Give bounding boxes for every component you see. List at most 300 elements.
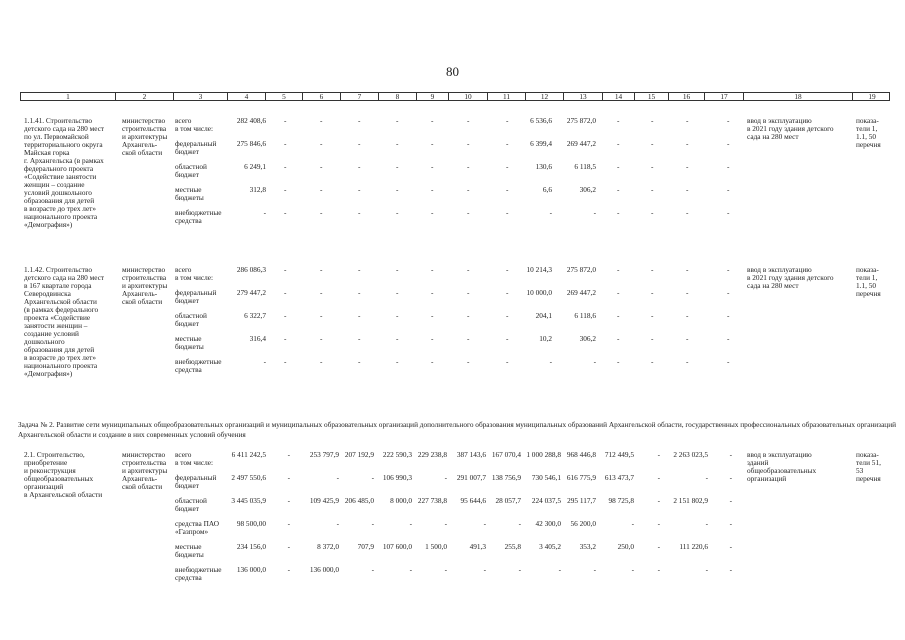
value-col-4: 3 445 035,9 <box>231 496 266 505</box>
dash-cell: - <box>431 357 434 366</box>
funding-source-line: местные <box>175 334 202 343</box>
dash-cell: - <box>727 185 730 194</box>
value-col-12: - <box>558 565 561 574</box>
value-col-12: 204,1 <box>535 311 552 320</box>
dash-cell: - <box>651 265 654 274</box>
funding-source-line: в том числе: <box>175 124 214 133</box>
value-col-13: - <box>593 565 596 574</box>
value-col-16: 111 220,6 <box>679 542 708 551</box>
funding-source-line: средства <box>175 365 202 374</box>
value-col-12: - <box>549 357 552 366</box>
value-col-9: - <box>444 565 447 574</box>
header-cell-8: 8 <box>379 93 417 100</box>
dash-cell: - <box>727 357 730 366</box>
dash-cell: - <box>396 265 399 274</box>
value-col-8: 8 000,0 <box>390 496 412 505</box>
header-cell-2: 2 <box>116 93 174 100</box>
value-col-8: 107 600,0 <box>382 542 412 551</box>
dash-cell: - <box>506 139 509 148</box>
value-col-13: 306,2 <box>579 334 596 343</box>
header-cell-13: 13 <box>564 93 603 100</box>
value-col-14: - <box>631 519 634 528</box>
executor-line: министерство <box>122 265 166 274</box>
dash-cell: - <box>431 139 434 148</box>
funding-source-line: средства <box>175 216 202 225</box>
funding-source-line: федеральный <box>175 473 217 482</box>
value-col-5: - <box>287 542 290 551</box>
funding-source-line: всего <box>175 116 192 125</box>
dash-cell: - <box>506 265 509 274</box>
dash-cell: - <box>358 185 361 194</box>
dash-cell: - <box>727 265 730 274</box>
value-col-9: - <box>444 519 447 528</box>
value-col-9: - <box>444 473 447 482</box>
dash-cell: - <box>467 116 470 125</box>
page-number: 80 <box>446 64 459 79</box>
dash-cell: - <box>651 334 654 343</box>
dash-cell: - <box>431 334 434 343</box>
value-col-13: - <box>593 357 596 366</box>
value-col-14: 98 725,8 <box>608 496 634 505</box>
value-col-14: 712 449,5 <box>604 450 634 459</box>
funding-source-line: бюджет <box>175 481 199 490</box>
funding-source-line: средства ПАО <box>175 519 220 528</box>
dash-cell: - <box>467 185 470 194</box>
value-col-17: - <box>729 496 732 505</box>
value-col-7: 207 192,9 <box>344 450 374 459</box>
dash-cell: - <box>506 208 509 217</box>
dash-cell: - <box>396 334 399 343</box>
value-col-14: 613 473,7 <box>604 473 634 482</box>
dash-cell: - <box>284 162 287 171</box>
value-col-6: 109 425,9 <box>309 496 339 505</box>
value-col-15: - <box>657 450 660 459</box>
dash-cell: - <box>686 185 689 194</box>
value-col-13: 56 200,0 <box>570 519 596 528</box>
task-name-line: национального проекта <box>24 361 98 370</box>
dash-cell: - <box>320 311 323 320</box>
dash-cell: - <box>651 139 654 148</box>
dash-cell: - <box>467 288 470 297</box>
value-col-14: - <box>631 565 634 574</box>
funding-source-line: в том числе: <box>175 273 214 282</box>
value-col-6: - <box>336 473 339 482</box>
dash-cell: - <box>506 162 509 171</box>
task-name-line: по ул. Первомайской <box>24 132 89 141</box>
indicator-line: тели 51, <box>856 458 881 467</box>
dash-cell: - <box>651 357 654 366</box>
dash-cell: - <box>617 311 620 320</box>
funding-source-line: бюджет <box>175 504 199 513</box>
task-name-line: территориального округа <box>24 140 103 149</box>
dash-cell: - <box>727 162 730 171</box>
executor-line: Архангель- <box>122 474 158 483</box>
dash-cell: - <box>284 288 287 297</box>
value-col-5: - <box>287 565 290 574</box>
dash-cell: - <box>284 139 287 148</box>
value-col-10: 95 644,6 <box>460 496 486 505</box>
expected-result-line: зданий <box>747 458 769 467</box>
dash-cell: - <box>651 185 654 194</box>
indicator-line: тели 1, <box>856 124 878 133</box>
value-col-4: 136 000,0 <box>236 565 266 574</box>
task-name-line: Северодвинска <box>24 289 71 298</box>
value-col-13: 6 118,6 <box>574 311 596 320</box>
dash-cell: - <box>686 311 689 320</box>
funding-source-line: областной <box>175 162 207 171</box>
dash-cell: - <box>727 334 730 343</box>
task-name-line: «Демография») <box>24 220 73 229</box>
value-col-7: - <box>371 473 374 482</box>
dash-cell: - <box>617 162 620 171</box>
funding-source-line: местные <box>175 542 202 551</box>
value-col-12: 42 300,0 <box>535 519 561 528</box>
dash-cell: - <box>358 288 361 297</box>
task-name-line: в 167 квартале города <box>24 281 92 290</box>
indicator-line: тели 1, <box>856 273 878 282</box>
value-col-5: - <box>287 519 290 528</box>
value-col-13: 269 447,2 <box>566 288 596 297</box>
value-col-16: - <box>705 565 708 574</box>
task-name-line: организаций <box>24 482 64 491</box>
task-name-line: национального проекта <box>24 212 98 221</box>
dash-cell: - <box>358 357 361 366</box>
value-col-13: 306,2 <box>579 185 596 194</box>
expected-result-line: ввод в эксплуатацию <box>747 450 812 459</box>
header-cell-5: 5 <box>266 93 303 100</box>
value-col-12: 6,6 <box>542 185 552 194</box>
dash-cell: - <box>320 334 323 343</box>
indicator-line: показа- <box>856 450 879 459</box>
value-col-13: 968 446,8 <box>566 450 596 459</box>
task-name-line: приобретение <box>24 458 68 467</box>
task-name-line: детского сада на 280 мест <box>24 124 105 133</box>
dash-cell: - <box>506 288 509 297</box>
task-name-line: «Демография») <box>24 369 73 378</box>
indicator-line: показа- <box>856 116 879 125</box>
dash-cell: - <box>320 139 323 148</box>
dash-cell: - <box>686 139 689 148</box>
dash-cell: - <box>506 185 509 194</box>
value-col-4: 279 447,2 <box>236 288 266 297</box>
dash-cell: - <box>284 185 287 194</box>
dash-cell: - <box>467 265 470 274</box>
value-col-6: - <box>336 519 339 528</box>
task-name-line: в возрасте до трех лет» <box>24 204 97 213</box>
header-cell-6: 6 <box>303 93 341 100</box>
value-col-13: - <box>593 208 596 217</box>
value-col-4: 98 500,00 <box>236 519 266 528</box>
value-col-12: 130,6 <box>535 162 552 171</box>
value-col-17: - <box>729 473 732 482</box>
value-col-17: - <box>729 450 732 459</box>
dash-cell: - <box>686 288 689 297</box>
executor-line: министерство <box>122 450 166 459</box>
value-col-12: 6 536,6 <box>530 116 552 125</box>
executor-line: ской области <box>122 148 163 157</box>
value-col-4: - <box>263 208 266 217</box>
value-col-4: 6 322,7 <box>244 311 266 320</box>
dash-cell: - <box>467 162 470 171</box>
executor-line: и архитектуры <box>122 132 168 141</box>
value-col-13: 269 447,2 <box>566 139 596 148</box>
dash-cell: - <box>320 116 323 125</box>
value-col-13: 616 775,9 <box>566 473 596 482</box>
dash-cell: - <box>284 208 287 217</box>
expected-result-line: организаций <box>747 474 787 483</box>
value-col-8: 222 590,3 <box>382 450 412 459</box>
executor-line: строительства <box>122 273 167 282</box>
header-cell-1: 1 <box>21 93 116 100</box>
value-col-13: 295 117,7 <box>567 496 596 505</box>
dash-cell: - <box>320 208 323 217</box>
dash-cell: - <box>617 208 620 217</box>
funding-source-line: областной <box>175 496 207 505</box>
task-name-line: образования для детей <box>24 196 95 205</box>
dash-cell: - <box>396 162 399 171</box>
header-cell-16: 16 <box>669 93 705 100</box>
value-col-4: 6 411 242,5 <box>231 450 266 459</box>
value-col-4: 316,4 <box>249 334 266 343</box>
value-col-7: - <box>371 565 374 574</box>
value-col-4: 2 497 550,6 <box>231 473 266 482</box>
dash-cell: - <box>431 311 434 320</box>
value-col-6: 136 000,0 <box>309 565 339 574</box>
dash-cell: - <box>320 265 323 274</box>
value-col-10: - <box>483 565 486 574</box>
task-name-line: Майская горка <box>24 148 70 157</box>
task-name-line: образования для детей <box>24 345 95 354</box>
dash-cell: - <box>617 357 620 366</box>
value-col-10: 291 007,7 <box>456 473 486 482</box>
task-name-line: 1.1.42. Строительство <box>24 265 93 274</box>
executor-line: министерство <box>122 116 166 125</box>
value-col-11: 138 756,9 <box>491 473 521 482</box>
header-cell-18: 18 <box>744 93 853 100</box>
value-col-4: - <box>263 357 266 366</box>
funding-source-line: федеральный <box>175 139 217 148</box>
dash-cell: - <box>617 139 620 148</box>
header-cell-12: 12 <box>526 93 564 100</box>
value-col-14: 250,0 <box>617 542 634 551</box>
value-col-12: 10 000,0 <box>526 288 552 297</box>
header-cell-17: 17 <box>705 93 744 100</box>
value-col-17: - <box>729 565 732 574</box>
task-name-line: 1.1.41. Строительство <box>24 116 93 125</box>
dash-cell: - <box>651 208 654 217</box>
value-col-9: 229 238,8 <box>417 450 447 459</box>
dash-cell: - <box>467 208 470 217</box>
value-col-7: 707,9 <box>357 542 374 551</box>
executor-line: и архитектуры <box>122 466 168 475</box>
value-col-16: - <box>705 473 708 482</box>
value-col-11: 255,8 <box>504 542 521 551</box>
dash-cell: - <box>686 162 689 171</box>
column-header-row <box>20 92 890 101</box>
dash-cell: - <box>686 357 689 366</box>
dash-cell: - <box>358 116 361 125</box>
indicator-line: 53 <box>856 466 864 475</box>
header-cell-14: 14 <box>603 93 635 100</box>
dash-cell: - <box>651 288 654 297</box>
dash-cell: - <box>651 162 654 171</box>
dash-cell: - <box>396 357 399 366</box>
dash-cell: - <box>506 334 509 343</box>
value-col-13: 6 118,5 <box>574 162 596 171</box>
dash-cell: - <box>686 208 689 217</box>
dash-cell: - <box>686 334 689 343</box>
expected-result-line: в 2021 году здания детского <box>747 124 834 133</box>
dash-cell: - <box>727 311 730 320</box>
task-name-line: «Содействие занятости <box>24 172 97 181</box>
funding-source-line: местные <box>175 185 202 194</box>
value-col-15: - <box>657 473 660 482</box>
funding-source-line: внебюджетные <box>175 208 222 217</box>
value-col-4: 234 156,0 <box>236 542 266 551</box>
value-col-5: - <box>287 473 290 482</box>
dash-cell: - <box>431 208 434 217</box>
dash-cell: - <box>506 116 509 125</box>
value-col-16: 2 151 802,9 <box>673 496 708 505</box>
value-col-7: - <box>371 519 374 528</box>
header-cell-3: 3 <box>174 93 228 100</box>
dash-cell: - <box>396 288 399 297</box>
value-col-4: 282 408,6 <box>236 116 266 125</box>
value-col-12: 730 546,1 <box>531 473 561 482</box>
value-col-15: - <box>657 565 660 574</box>
task-name-line: в возрасте до трех лет» <box>24 353 97 362</box>
dash-cell: - <box>358 265 361 274</box>
dash-cell: - <box>467 311 470 320</box>
task-name-line: 2.1. Строительство, <box>24 450 85 459</box>
funding-source-line: бюджеты <box>175 342 204 351</box>
dash-cell: - <box>284 116 287 125</box>
dash-cell: - <box>617 185 620 194</box>
indicator-line: 1.1, 50 <box>856 281 877 290</box>
funding-source-line: бюджеты <box>175 193 204 202</box>
dash-cell: - <box>467 357 470 366</box>
dash-cell: - <box>727 139 730 148</box>
expected-result-line: общеобразовательных <box>747 466 817 475</box>
value-col-15: - <box>657 542 660 551</box>
dash-cell: - <box>617 265 620 274</box>
dash-cell: - <box>320 288 323 297</box>
dash-cell: - <box>431 185 434 194</box>
dash-cell: - <box>284 265 287 274</box>
dash-cell: - <box>431 288 434 297</box>
funding-source-line: бюджет <box>175 170 199 179</box>
value-col-4: 312,8 <box>249 185 266 194</box>
dash-cell: - <box>358 162 361 171</box>
header-cell-9: 9 <box>417 93 449 100</box>
value-col-12: 10 214,3 <box>526 265 552 274</box>
value-col-4: 275 846,6 <box>236 139 266 148</box>
dash-cell: - <box>467 334 470 343</box>
task-2-title: Задача № 2. Развитие сети муниципальных общеобразовательных организаций и муниципальных образовательных организаций дополнительного образования муниципальных образований Архангельской области, государственных профессиональных образовательных организаций Архангельской области и создание в них современных условий обучения <box>18 420 897 439</box>
task-name-line: в Архангельской области <box>24 490 103 499</box>
dash-cell: - <box>284 334 287 343</box>
executor-line: Архангель- <box>122 289 158 298</box>
funding-source-line: внебюджетные <box>175 357 222 366</box>
dash-cell: - <box>284 311 287 320</box>
dash-cell: - <box>396 208 399 217</box>
value-col-13: 353,2 <box>579 542 596 551</box>
dash-cell: - <box>396 139 399 148</box>
funding-source-line: в том числе: <box>175 458 214 467</box>
funding-source-line: областной <box>175 311 207 320</box>
header-cell-11: 11 <box>488 93 526 100</box>
task-name-line: детского сада на 280 мест <box>24 273 105 282</box>
header-cell-4: 4 <box>228 93 266 100</box>
value-col-11: 167 070,4 <box>491 450 521 459</box>
value-col-12: 1 000 288,8 <box>526 450 561 459</box>
task-name-line: создание условий <box>24 329 79 338</box>
header-cell-10: 10 <box>449 93 488 100</box>
value-col-6: 8 372,0 <box>317 542 339 551</box>
dash-cell: - <box>320 357 323 366</box>
expected-result-line: ввод в эксплуатацию <box>747 265 812 274</box>
value-col-15: - <box>657 519 660 528</box>
task-name-line: условий дошкольного <box>24 188 92 197</box>
value-col-12: - <box>549 208 552 217</box>
funding-source-line: федеральный <box>175 288 217 297</box>
dash-cell: - <box>506 357 509 366</box>
task-name-line: г. Архангельска (в рамках <box>24 156 104 165</box>
task-name-line: Архангельской области <box>24 297 97 306</box>
task-name-line: федерального проекта <box>24 164 94 173</box>
executor-line: ской области <box>122 482 163 491</box>
task-name-line: и реконструкция <box>24 466 76 475</box>
value-col-16: - <box>705 519 708 528</box>
dash-cell: - <box>506 311 509 320</box>
executor-line: Архангель- <box>122 140 158 149</box>
value-col-4: 6 249,1 <box>244 162 266 171</box>
task-name-line: женщин – создание <box>24 180 85 189</box>
value-col-17: - <box>729 542 732 551</box>
dash-cell: - <box>467 139 470 148</box>
funding-source-line: бюджеты <box>175 550 204 559</box>
expected-result-line: в 2021 году здания детского <box>747 273 834 282</box>
dash-cell: - <box>358 139 361 148</box>
dash-cell: - <box>320 185 323 194</box>
value-col-11: - <box>518 565 521 574</box>
dash-cell: - <box>617 334 620 343</box>
indicator-line: перечня <box>856 289 881 298</box>
expected-result-line: сада на 280 мест <box>747 132 799 141</box>
header-cell-7: 7 <box>341 93 379 100</box>
funding-source-line: внебюджетные <box>175 565 222 574</box>
dash-cell: - <box>686 265 689 274</box>
value-col-5: - <box>287 450 290 459</box>
dash-cell: - <box>727 288 730 297</box>
value-col-6: 253 797,9 <box>309 450 339 459</box>
value-col-12: 224 037,5 <box>531 496 561 505</box>
value-col-10: - <box>483 519 486 528</box>
executor-line: строительства <box>122 124 167 133</box>
value-col-7: 206 485,0 <box>344 496 374 505</box>
value-col-12: 10,2 <box>539 334 552 343</box>
executor-line: строительства <box>122 458 167 467</box>
value-col-10: 491,3 <box>469 542 486 551</box>
dash-cell: - <box>651 311 654 320</box>
indicator-line: 1.1, 50 <box>856 132 877 141</box>
value-col-11: 28 057,7 <box>495 496 521 505</box>
expected-result-line: ввод в эксплуатацию <box>747 116 812 125</box>
indicator-line: перечня <box>856 140 881 149</box>
dash-cell: - <box>358 208 361 217</box>
value-col-12: 3 405,2 <box>539 542 561 551</box>
header-cell-15: 15 <box>635 93 669 100</box>
